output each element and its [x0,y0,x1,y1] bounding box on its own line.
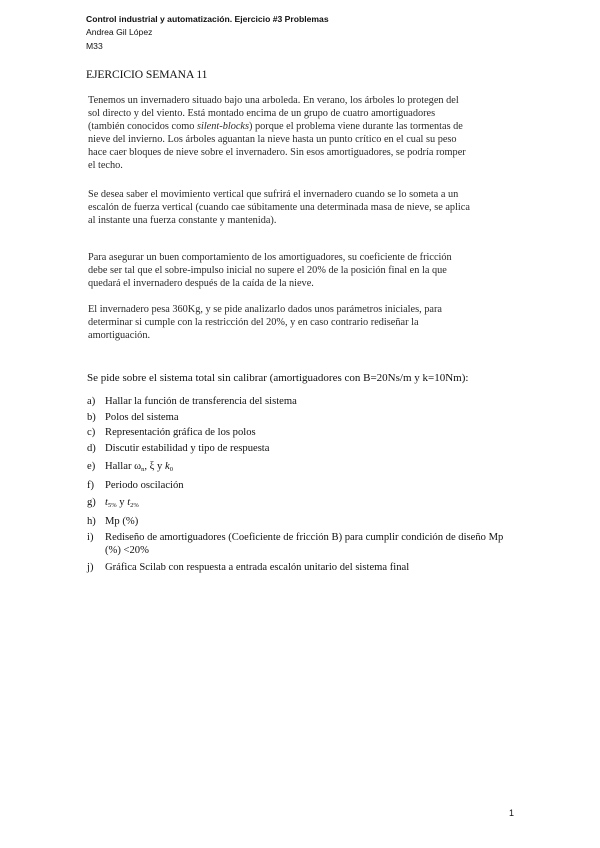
t-symbol: t [105,497,108,509]
paragraph-1-text-a: Tenemos un invernadero situado bajo una arboleda. En verano, los árboles lo protegen del sol directo y del viento. Está montado encima de un grupo de cuatro amortiguadores (también conocidos como [88,95,459,132]
task-marker: f) [87,479,95,491]
task-marker: i) [87,531,94,543]
header-author: Andrea Gil López [86,27,153,38]
problem-paragraph-1 [88,95,473,172]
task-marker: g) [87,497,96,509]
omega-symbol: ω [134,460,142,472]
task-text: Gráfica Scilab con respuesta a entrada escalón unitario del sistema final [105,562,410,574]
t-subscript: 5% [107,502,117,510]
paragraph-3-text: Para asegurar un buen comportamiento de los amortiguadores, su coeficiente de fricción debe ser tal que el sobre-impulso inicial no supere el 20% de la posición final en la que quedará el invernadero después de la caída de la nieve. [88,252,452,289]
task-text: Polos del sistema [105,411,179,423]
k-symbol: k [164,460,170,472]
paragraph-1-emphasis: silent-blocks [196,120,249,132]
task-item-b [87,412,512,425]
problem-paragraph-2 [88,189,473,228]
task-item-a [87,396,512,409]
document-header [86,13,526,53]
task-marker: d) [87,443,96,455]
page-number: 1 [509,808,515,818]
omega-subscript: n [141,465,145,473]
task-text: Mp (%) [105,516,139,528]
problem-paragraph-3 [88,252,473,291]
task-item-h [87,516,512,529]
paragraph-1-text-b: ) porque el problema viene durante las tormentas de nieve del invierno. Los árboles aguantan la nieve hasta un punto crítico en el cual su peso hace caer bloques de nieve sobre el invernadero. Sin esos amortiguadores, se podría romper el techo. [88,120,466,171]
task-marker: a) [87,396,96,407]
task-text: Periodo oscilación [105,479,184,491]
task-marker: j) [87,562,94,574]
task-text: Discutir estabilidad y tipo de respuesta [105,443,270,455]
task-text-mid: y [116,497,128,509]
k-subscript: 0 [169,465,173,473]
task-item-g [87,495,512,513]
task-item-c [87,427,512,440]
task-item-d [87,443,512,456]
t-subscript: 2% [130,502,139,510]
task-item-i [87,532,512,558]
t-symbol: t [127,497,131,509]
task-marker: h) [87,516,96,528]
task-text: Representación gráfica de los polos [105,427,256,439]
task-text: Hallar [105,460,135,472]
paragraph-4-text: El invernadero pesa 360Kg, y se pide analizarlo dados unos parámetros iniciales, para determinar si cumple con la restricción del 20%, y en caso contrario rediseñar la amortiguación. [88,304,442,341]
header-course-title: Control industrial y automatización. Ejercicio #3 Problemas [86,14,329,24]
task-text: Rediseño de amortiguadores (Coeficiente de fricción B) para cumplir condición de diseño Mp (%) <20% [105,531,504,556]
header-group: M33 [86,40,103,51]
task-text-mid: , ξ y [144,460,165,472]
task-list [87,396,512,578]
exercise-title: EJERCICIO SEMANA 11 [86,68,208,81]
task-text: Hallar la función de transferencia del sistema [105,396,297,407]
paragraph-2-text: Se desea saber el movimiento vertical que sufrirá el invernadero cuando se lo someta a un escalón de fuerza vertical (cuando cae súbitamente una determinada masa de nieve, se aplica al instante una fuerza constante y mantenida). [88,189,470,226]
question-statement: Se pide sobre el sistema total sin calibrar (amortiguadores con B=20Ns/m y k=10Nm): [87,372,469,384]
task-marker: c) [87,427,96,439]
task-marker: b) [87,411,96,423]
task-marker: e) [87,460,96,472]
problem-paragraph-4 [88,304,473,343]
task-item-j [87,562,512,575]
task-item-e [87,459,512,477]
task-item-f [87,480,512,493]
